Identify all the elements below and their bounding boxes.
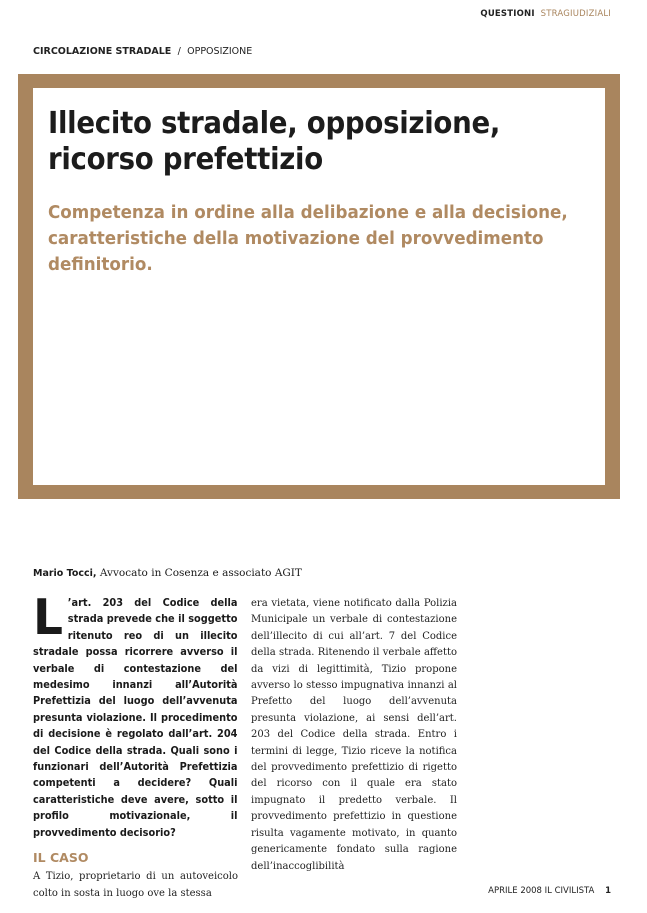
article-title — [48, 106, 500, 178]
column-left — [33, 589, 238, 902]
category-sub: OPPOSIZIONE — [187, 46, 253, 57]
running-header — [480, 9, 611, 19]
article-subtitle: Competenza in ordine alla delibazione e alla decisione, caratteristiche della motivazione del provvedimento definitorio. — [48, 202, 568, 275]
title-line-2: ricorso prefettizio — [48, 142, 323, 177]
footer-magazine: IL CIVILISTA — [544, 886, 595, 896]
page-number: 1 — [605, 886, 611, 896]
category-main: CIRCOLAZIONE STRADALE — [33, 46, 172, 57]
author-role: Avvocato in Cosenza e associato AGIT — [99, 567, 302, 579]
category-label — [33, 46, 252, 57]
byline — [33, 567, 302, 579]
drop-cap: L — [33, 589, 63, 646]
footer-issue: APRILE 2008 — [488, 886, 542, 896]
category-separator: / — [177, 46, 181, 57]
section-heading: IL CASO — [33, 850, 89, 866]
abstract-text: ’art. 203 del Codice della strada prevede che il soggetto ritenuto reo di un illecito stradale possa ricorrere avverso il verbale di contestazione del medesimo innanzi all’Autorità Prefettizia del luogo dell’avvenuta presunta violazione. Il procedimento di decisione è regolato dall’art. 204 del Codice della strada. Quali sono i funzionari dell’Autorità Prefettizia competenti a decidere? Quali caratteristiche deve avere, sotto il profilo motivazionale, il provvedimento decisorio? — [33, 598, 238, 839]
page-footer — [488, 886, 611, 896]
column-right — [251, 596, 457, 875]
section-name: QUESTIONI — [480, 9, 535, 19]
body-text-left: A Tizio, proprietario di un autoveicolo colto in sosta in luogo ove la stessa — [33, 871, 238, 899]
title-frame — [18, 74, 620, 499]
author-name: Mario Tocci, — [33, 568, 97, 579]
title-line-1: Illecito stradale, opposizione, — [48, 106, 501, 141]
title-panel — [33, 88, 605, 485]
subsection-name: STRAGIUDIZIALI — [540, 9, 611, 19]
abstract — [33, 589, 238, 842]
body-text-right: era vietata, viene notificato dalla Polizia Municipale un verbale di contestazione dell’illecito di cui all’art. 7 del Codice della strada. Ritenendo il verbale affetto da vizi di legittimità, Tizio propone avverso lo stesso impugnativa innanzi al Prefetto del luogo dell’avvenuta presunta violazione, ai sensi dell’art. 203 del Codice della strada. Entro i termini di legge, Tizio riceve la notifica del provvedimento prefettizio di rigetto del ricorso con il quale era stato impugnato il predetto verbale. Il provvedimento prefettizio in questione risulta vagamente motivato, in quanto genericamente fondato sulla ragione dell’inaccoglibilità — [251, 598, 457, 872]
